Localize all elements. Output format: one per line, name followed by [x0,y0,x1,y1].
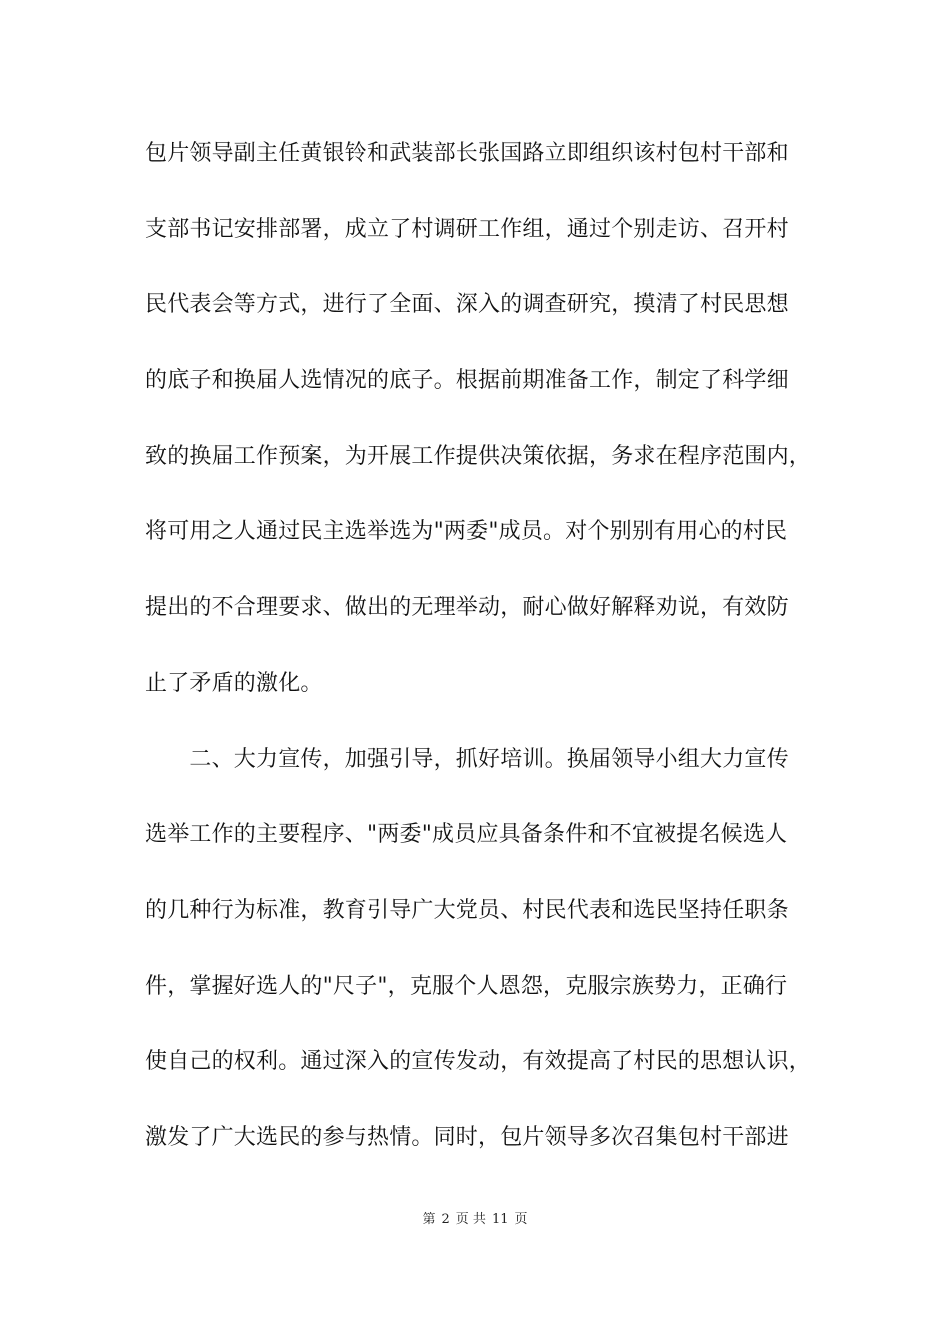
text-line-13: 使自己的权利。通过深入的宣传发动，有效提高了村民的思想认识， [145,1049,812,1075]
footer-middle: 页 共 [455,1212,486,1227]
text-line-10: 选举工作的主要程序、"两委"成员应具备条件和不宜被提名候选人 [145,822,788,848]
text-line-2: 支部书记安排部署，成立了村调研工作组，通过个别走访、召开村 [145,216,789,242]
text-line-14: 激发了广大选民的参与热情。同时，包片领导多次召集包村干部进 [145,1124,789,1150]
text-line-7: 提出的不合理要求、做出的无理举动，耐心做好解释劝说，有效防 [145,595,789,621]
body-text [145,134,845,1194]
footer-suffix: 页 [514,1212,528,1227]
footer-current-page: 2 [441,1212,450,1227]
footer-total-pages: 11 [491,1212,509,1227]
footer-prefix: 第 [422,1212,436,1227]
page-footer [0,1208,950,1227]
text-line-8: 止了矛盾的激化。 [145,670,323,696]
text-line-4: 的底子和换届人选情况的底子。根据前期准备工作，制定了科学细 [145,368,789,394]
text-line-6: 将可用之人通过民主选举选为"两委"成员。对个别别有用心的村民 [145,519,788,545]
text-line-12: 件，掌握好选人的"尺子"，克服个人恩怨，克服宗族势力，正确行 [145,973,788,999]
text-line-5: 致的换届工作预案，为开展工作提供决策依据，务求在程序范围内， [145,443,812,469]
text-line-1: 包片领导副主任黄银铃和武装部长张国路立即组织该村包村干部和 [145,141,789,166]
text-line-3: 民代表会等方式，进行了全面、深入的调查研究，摸清了村民思想 [145,292,789,318]
text-line-9: 二、大力宣传，加强引导，抓好培训。换届领导小组大力宣传 [145,746,789,772]
text-line-11: 的几种行为标准，教育引导广大党员、村民代表和选民坚持任职条 [145,897,789,923]
